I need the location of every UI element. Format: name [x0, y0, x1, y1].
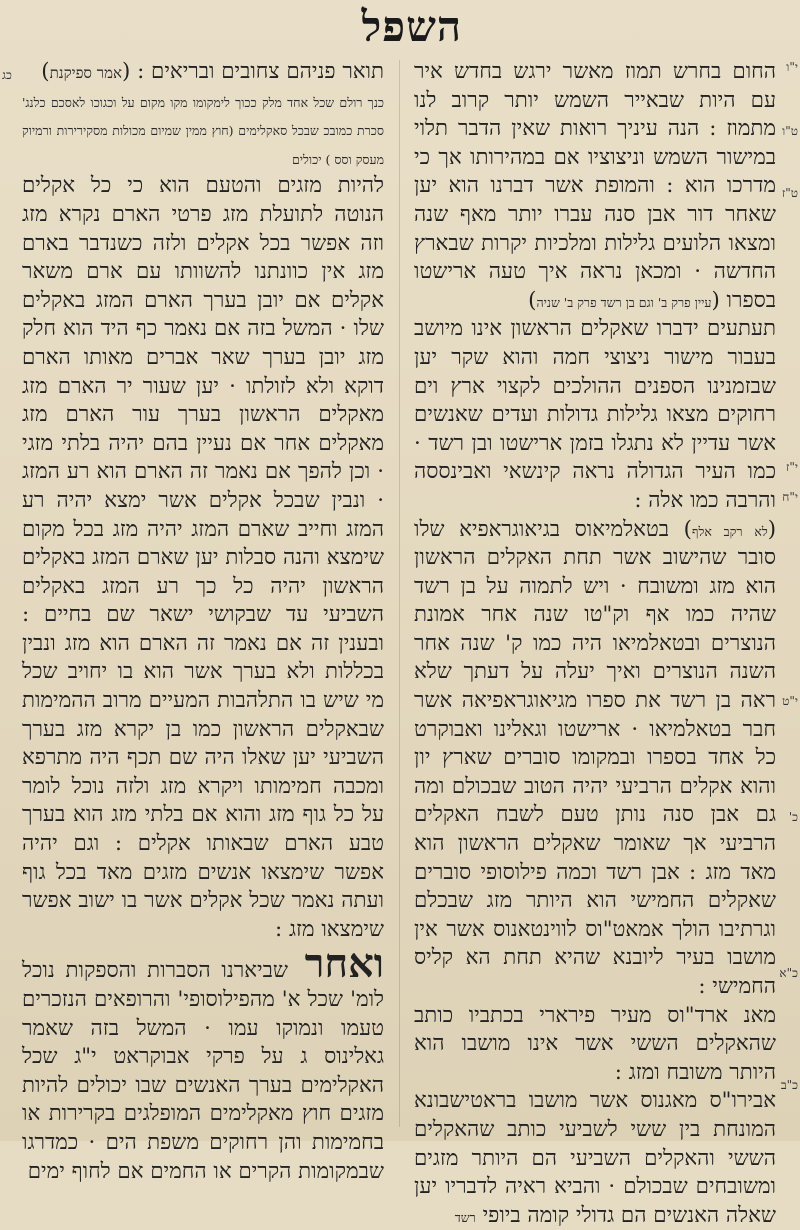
- section-opening-word: ואחר: [304, 940, 384, 988]
- left-column: [22, 58, 384, 1184]
- paragraph: (לא רקב אלף) בטאלמיאוס בגיאוגראפיא שלו סובר שהישוב אשר תחת האקלים הראשון הוא מזג ומשובח · ויש לתמוה על בן רשד שהיה כמו אף וק"טו שנה אחר אמונת הנוצרים ובטאלמיאו היה כמו ק' שנה אחר השנה הנוצרים ואיך יעלה על דעתך שלא ראה בן רשד את ספרו מגיאוגראפיאה אשר חבר בטאלמיאו · ארישטו וגאלינו ואבוקרט כל אחד בספרו ובמקומו סוברים שארץ יון והוא אקלים הרביעי יהיה הטוב שבכולם ומה גם אבן סנה נותן טעם לשבח האקלים הרביעי אך שאומר שאקלים הראשון הוא מאד מזג : אבן רשד וכמה פילוסופי סוברים שאקלים החמישי הוא היותר מזג שבכלם וגרתיבו הולך אמאט"וס לווינטאנוס אשר אין מושבו בעיר ליובנא שהיא תחת הא קליס החמישי :: [414, 516, 776, 999]
- margin-mark: י"ח: [782, 490, 798, 504]
- paragraph: [414, 1087, 776, 1230]
- margin-mark: י"ז: [785, 460, 798, 474]
- gloss: [22, 87, 384, 173]
- paragraph-text: בטאלמיאוס בגיאוגראפיא שלו סובר שהישוב אשר תחת האקלים הראשון הוא מזג ומשובח · ויש לתמוה על בן רשד שהיה כמו אף וק"טו שנה אחר אמונת הנוצרים ובטאלמיאו היה כמו ק' שנה אחר השנה הנוצרים ואיך יעלה על דעתך שלא ראה בן רשד את ספרו מגיאוגראפיאה אשר חבר בטאלמיאו · ארישטו וגאלינו ואבוקרט כל אחד בספרו ובמקומו סוברים שארץ יון והוא אקלים הרביעי יהיה הטוב שבכולם ומה גם אבן סנה נותן טעם לשבח האקלים הרביעי אך שאומר שאקלים הראשון הוא מאד מזג : אבן רשד וכמה פילוסופי סוברים שאקלים החמישי הוא היותר מזג שבכלם וגרתיבו הולך אמאט"וס לווינטאנוס אשר אין מושבו בעיר ליובנא שהיא תחת הא קליס החמישי :: [414, 516, 776, 999]
- margin-mark: י"ו: [786, 60, 798, 74]
- section-title-line: תואר פניהם צחובים ובריאים : (אמר ספיקנת): [41, 59, 384, 84]
- paragraph: [414, 1002, 776, 1088]
- section-title: תואר פניהם צחובים ובריאים :: [137, 59, 384, 84]
- margin-mark: כ"א: [779, 966, 798, 980]
- margin-mark: כ': [788, 810, 798, 824]
- right-column: [414, 58, 776, 1228]
- margin-mark: י"ט: [782, 694, 798, 708]
- margin-mark: כ"ב: [780, 1078, 798, 1092]
- paragraph-text: מאנ ארד"וס מעיר פירארי בכתביו כותב שהאקלים הששי אשר אינו מושבו הוא היותר משובח ומזג :: [414, 1002, 776, 1085]
- paragraph-text: החום בחרש תמוז מאשר ירגש בחדש איר עם היות שבאייר השמש יותר קרוב לנו מתמוז : הנה עיניך רואות שאין הדבר תלוי במישור השמש וניצוציו אם במהירותו אך כי מדרכו הוא : והמופת אשר דברנו הוא יען שאחר דור אבן סנה עברו יותר מאף שנה ומצאו הלועים גלילות ומלכיות יקרות שבארץ החדשה · ומכאן נראה איך טעה ארישטו בספרו: [414, 59, 776, 313]
- paragraph-text: אבירו"ס מאגנוס אשר מושבו בראטישבונא המונחת בין ששי לשביעי כותב שהאקלים הששי והאקלים השביעי הם היותר מזגים ומשובחים שבכולם · והביא ראיה לדבריו יען שאלה האנשים הם גדולי קומה ביופי: [414, 1088, 776, 1228]
- paragraph-text: להיות מזגים והטעם הוא כי כל אקלים הנוטה לתועלת מזג פרטי הארם נקרא מזג וזה אפשר בכל אקלים ולזה כשנדבר בארם מזג אין כוונתנו להשוותו עם ארם משאר אקלים אם יובן בערך הארם המזג באקלים שלו · המשל בזה אם נאמר כף היד הוא חלק מזג יובן בערך שאר אברים מאותו הארם דוקא ולא לזולתו · יען שעור יר הארם מזג מאקלים הראשון בערך עור הארם מזג מאקלים אחר אם נעיין בהם יהיה בלתי מזגי · וכן להפך אם נאמר זה הארם הוא רע המזג · ונבין שבכל אקלים אשר ימצא יהיה רע המזג וחייב שארם המזג יהיה מזג בכל מקום שימצא והנה סבלות יען שארם המזג באקלים הראשון יהיה כל כך רע המזג באקלים השביעי עד שבקושי ישאר שם בחיים : ובענין זה אם נאמר זה הארם הוא מזג ונבין בכללות ולא בערך אשר הוא בו יחויב שכל מי שיש בו התלהבות המעיים מרוב ההמימות שבאקלים הראשון כמו בן יקרא מזג בערך השביעי יען שאלו היה שם תכף היה מתרפא ומכבה חמימותו ויקרא מזג ולזה נוכל לומר על כל גוף מזג והוא אם בלתי מזג הוא בערך טבע הארם שבאותו אקלים : וגם יהיה אפשר שימצאו אנשים מזגים מאד בכל גוף ועתה נאמר שכל אקלים אשר בו ישוב אפשר שימצאו מזג :: [22, 173, 384, 942]
- right-margin-marks: [778, 58, 800, 1127]
- margin-mark: כג: [2, 68, 12, 82]
- inline-note: רשד: [454, 1209, 476, 1225]
- paragraph: [22, 940, 384, 1186]
- paragraph-text: תעתעים ידברו שאקלים הראשון אינו מיושב בעבור מישור ניצוצי חמה והוא שקר יען שבזמנינו הספנים ההולכים לקצוי ארץ וים רחוקים מצאו גלילות גדולות ועדים שאנשים אשר עדיין לא נתגלו בזמן ארישטו ובן רשד · כמו העיר הגדולה נראה קינשאי ואבינססה והרבה כמו אלה :: [414, 316, 776, 513]
- margin-mark: ט"ז: [781, 186, 798, 200]
- inline-note: עיין פרק ב' וגם בן רשד פרק ב' שניה: [536, 294, 712, 310]
- paragraph: [22, 172, 384, 944]
- margin-mark: ט"ו: [782, 124, 798, 138]
- text-columns: [22, 58, 776, 1228]
- paragraph: החום בחרש תמוז מאשר ירגש בחדש איר עם היות שבאייר השמש יותר קרוב לנו מתמוז : הנה עיניך רואות שאין הדבר תלוי במישור השמש וניצוציו אם במהירותו אך כי מדרכו הוא : והמופת אשר דברנו הוא יען שאחר דור אבן סנה עברו יותר מאף שנה ומצאו הלועים גלילות ומלכיות יקרות שבארץ החדשה · ומכאן נראה איך טעה ארישטו בספרו (עיין פרק ב' וגם בן רשד פרק ב' שניה): [414, 59, 776, 313]
- inline-note: אמר ספיקנת: [49, 64, 122, 82]
- running-head: השפל: [361, 2, 462, 51]
- paragraph: [414, 315, 776, 515]
- inline-note: לא רקב אלף: [692, 523, 768, 539]
- gloss-text: כנך רולם שכל אחד מלק ככוך לימקומו מקו מקום על וכגוכו לאסכם כלנג' סכרת כמובכ שבכל סאקלימים (חוץ ממין שמיום מכולות מסקירירות ורמיוק מעסק וסס ) יכולים: [22, 94, 384, 167]
- paragraph-text: שביארנו הסברות והספקות נוכל לומ' שכל א' מהפילוסופי' והרופאים הנזכרים טעמו ונמוקו עמו · המשל בזה שאמר גאלינוס ג על פרקי אבוקראט י"ג שכל האקלימים בערך האנשים שבו יכולים להיות מזגים חוץ מאקלימים המופלגים בקרירות או בחמימות והן רחוקים משפת הים · כמדרגו שבמקומות הקרים או החמים אם לחוף ימים: [22, 958, 384, 1184]
